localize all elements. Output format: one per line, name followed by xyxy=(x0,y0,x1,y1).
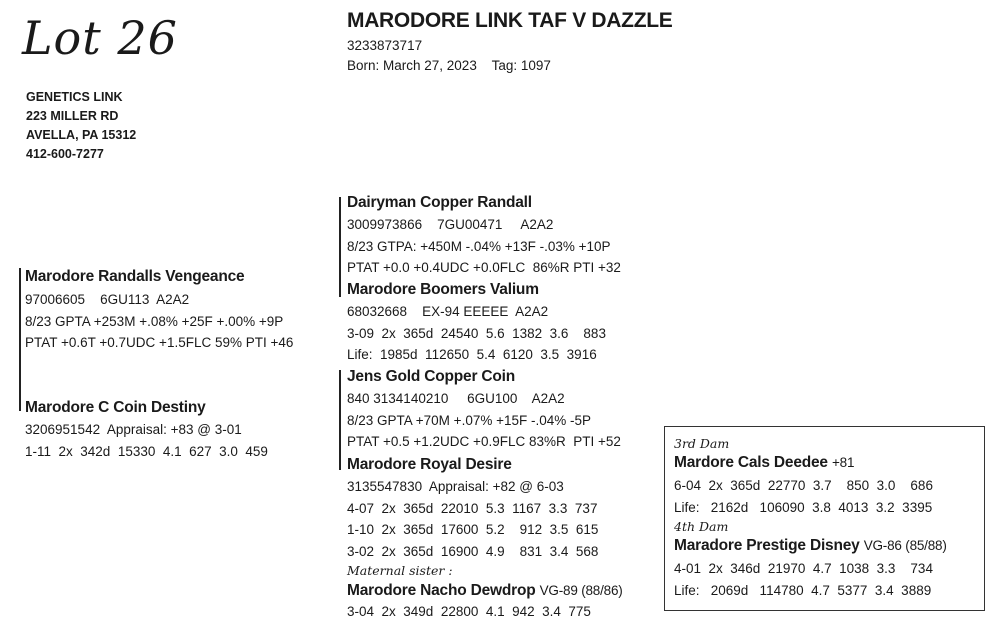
third-dam-label: 3rd Dam xyxy=(674,436,730,451)
dam-dam-line: 4-07 2x 365d 22010 5.3 1167 3.3 737 xyxy=(347,500,598,516)
sire-dam-line: 3-09 2x 365d 24540 5.6 1382 3.6 883 xyxy=(347,325,606,341)
dam-sire-line: 840 3134140210 6GU100 A2A2 xyxy=(347,391,565,406)
fourth-dam-name: Maradore Prestige Disney xyxy=(674,537,860,555)
third-dam-score: +81 xyxy=(831,455,855,470)
dam-sire-line: PTAT +0.5 +1.2UDC +0.9FLC 83%R PTI +52 xyxy=(347,434,621,450)
maternal-sister-classification: VG-89 (88/86) xyxy=(539,583,623,598)
sire-name: Marodore Randalls Vengeance xyxy=(25,268,245,285)
dam-block xyxy=(25,398,268,462)
sire-dam-name: Marodore Boomers Valium xyxy=(347,281,539,298)
sire-sire-line: 8/23 GTPA: +450M -.04% +13F -.03% +10P xyxy=(347,238,611,254)
sire-line: 97006605 6GU113 A2A2 xyxy=(25,292,190,307)
dam-line: 1-11 2x 342d 15330 4.1 627 3.0 459 xyxy=(25,443,268,459)
dam-name: Marodore C Coin Destiny xyxy=(25,399,206,416)
extended-dams-box xyxy=(664,426,985,611)
sire-dam-line: Life: 1985d 112650 5.4 6120 3.5 3916 xyxy=(347,347,597,363)
sire-bracket xyxy=(339,197,341,297)
fourth-dam-line: Life: 2069d 114780 4.7 5377 3.4 3889 xyxy=(674,582,932,598)
fourth-dam-label: 4th Dam xyxy=(674,519,729,535)
sire-sire-name: Dairyman Copper Randall xyxy=(347,194,532,211)
third-dam-name: Mardore Cals Deedee xyxy=(674,454,828,471)
consignor-phone: 412-600-7277 xyxy=(26,147,104,161)
consignor-block xyxy=(26,88,136,164)
dam-dam-line: 3135547830 Appraisal: +82 @ 6-03 xyxy=(347,479,564,494)
dam-sire-line: 8/23 GPTA +70M +.07% +15F -.04% -5P xyxy=(347,412,592,428)
dam-dam-line: 3-02 2x 365d 16900 4.9 831 3.4 568 xyxy=(347,543,599,559)
sire-line: 8/23 GPTA +253M +.08% +25F +.00% +9P xyxy=(25,313,284,329)
dam-dam-line: 1-10 2x 365d 17600 5.2 912 3.5 615 xyxy=(347,522,599,538)
third-dam-line: 6-04 2x 365d 22770 3.7 850 3.0 686 xyxy=(674,478,933,493)
dam-bracket xyxy=(339,370,341,470)
animal-reg: 3233873717 xyxy=(347,38,423,53)
third-dam-line: Life: 2162d 106090 3.8 4013 3.2 3395 xyxy=(674,499,933,515)
sire-dam-line: 68032668 EX-94 EEEEE A2A2 xyxy=(347,304,549,319)
consignor-name: GENETICS LINK xyxy=(26,90,123,104)
maternal-sister-line: 3-04 2x 349d 22800 4.1 942 3.4 775 xyxy=(347,604,591,619)
fourth-dam-line: 4-01 2x 346d 21970 4.7 1038 3.3 734 xyxy=(674,561,933,577)
consignor-city: AVELLA, PA 15312 xyxy=(26,128,137,142)
maternal-sister-block xyxy=(347,561,623,623)
sire-block xyxy=(25,267,293,354)
dam-sire-block xyxy=(347,367,621,453)
dam-line: 3206951542 Appraisal: +83 @ 3-01 xyxy=(25,422,242,437)
sire-sire-line: 3009973866 7GU00471 A2A2 xyxy=(347,217,554,232)
sire-dam-block xyxy=(347,280,606,366)
dam-dam-name: Marodore Royal Desire xyxy=(347,456,512,473)
dam-sire-name: Jens Gold Copper Coin xyxy=(347,368,516,385)
animal-name: MARODORE LINK TAF V DAZZLE xyxy=(347,9,673,32)
animal-header xyxy=(347,9,672,76)
sire-line: PTAT +0.6T +0.7UDC +1.5FLC 59% PTI +46 xyxy=(25,335,294,351)
maternal-sister-label: Maternal sister : xyxy=(347,563,453,578)
sire-sire-line: PTAT +0.0 +0.4UDC +0.0FLC 86%R PTI +32 xyxy=(347,260,621,276)
fourth-dam-classification: VG-86 (85/88) xyxy=(863,538,947,554)
lot-number: Lot 26 xyxy=(22,11,178,65)
consignor-address: 223 MILLER RD xyxy=(26,109,119,123)
sire-dam-bracket xyxy=(19,268,21,411)
maternal-sister-name: Marodore Nacho Dewdrop xyxy=(347,582,536,599)
dam-dam-block xyxy=(347,455,598,562)
animal-born-tag: Born: March 27, 2023 Tag: 1097 xyxy=(347,58,551,73)
sire-sire-block xyxy=(347,193,621,279)
